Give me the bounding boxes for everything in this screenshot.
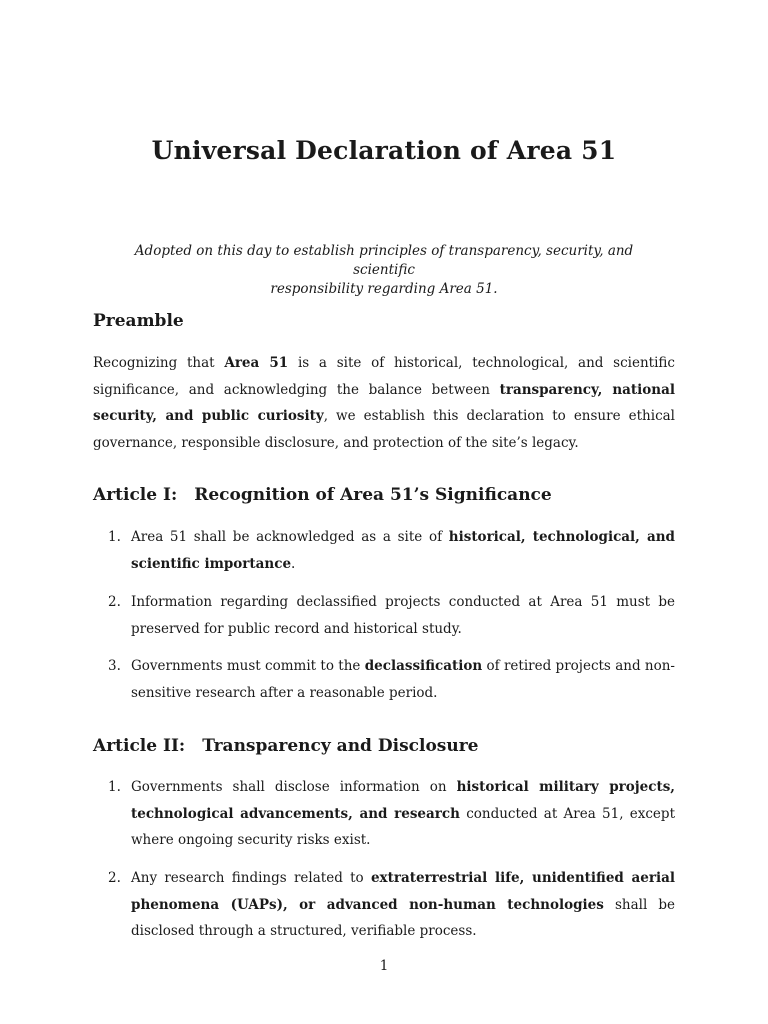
article-1-heading [93,485,552,505]
article-2-heading [93,736,479,756]
article-2-label: Article II: [93,736,186,756]
subtitle-line-1: Adopted on this day to establish principles of transparency, security, and scientific [134,243,634,278]
item-bold: historical military projects, technological advancements, and research [131,779,675,822]
item-number: 1. [108,779,121,795]
item-number: 1. [108,529,121,545]
item-number: 3. [108,658,121,674]
article-2-item-2 [108,865,675,945]
page-number: 1 [379,958,389,974]
item-number: 2. [108,870,121,886]
item-text-end: . [291,555,296,572]
document-title: Universal Declaration of Area 51 [151,136,617,165]
item-number: 2. [108,594,121,610]
item-bold: historical, technological, and scientific importance [131,529,675,572]
item-text: Governments shall disclose information on [131,779,457,795]
preamble-paragraph [93,350,675,456]
subtitle-line-2: responsibility regarding Area 51. [270,281,498,297]
article-2-item-1 [108,774,675,854]
preamble-heading: Preamble [93,311,184,331]
article-1-item-3 [108,653,675,706]
item-text-end: shall be disclosed through a structured, verifiable process. [131,896,675,939]
item-text-end: of retired projects and non-sensitive research after a reasonable period. [131,658,675,701]
item-bold: extraterrestrial life, unidentified aerial phenomena (UAPs), or advanced non-human technologies [131,870,675,913]
article-2-title: Transparency and Disclosure [202,736,479,756]
item-text: Information regarding declassified projects conducted at Area 51 must be preserved for public record and historical study. [131,594,675,637]
item-text: Area 51 shall be acknowledged as a site of [131,529,449,545]
item-bold: declassification [364,658,483,674]
document-subtitle [110,242,658,299]
article-1-item-2 [108,589,675,642]
preamble-text-2: is a site of historical, technological, and scientific significance, and acknowledging the balance between [93,355,675,398]
preamble-bold-1: Area 51 [224,355,289,371]
preamble-bold-2: transparency, national security, and public curiosity [93,381,675,424]
article-1-item-1 [108,524,675,577]
preamble-text-1: Recognizing that [93,355,225,371]
article-1-label: Article I: [93,485,178,505]
article-1-title: Recognition of Area 51’s Significance [194,485,552,505]
item-text: Governments must commit to the [131,658,365,674]
preamble-text-3: , we establish this declaration to ensure ethical governance, responsible disclosure, and protection of the site’s legacy. [93,408,675,451]
item-text: Any research findings related to [131,870,371,886]
item-text-end: conducted at Area 51, except where ongoing security risks exist. [131,805,675,848]
